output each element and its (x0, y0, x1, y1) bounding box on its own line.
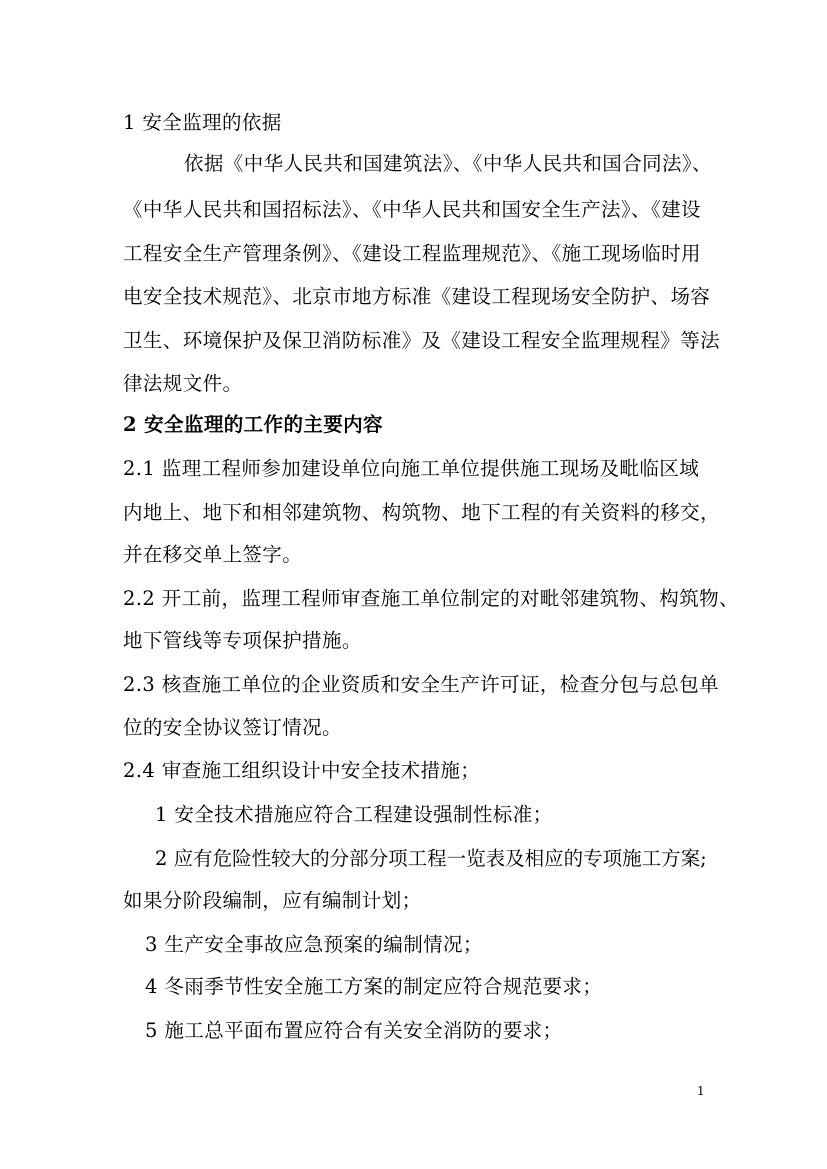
sub-item-2-continued: 如果分阶段编制，应有编制计划； (123, 889, 422, 912)
item-2-2-line: 2.2 开工前，监理工程师审查施工单位制定的对毗邻建筑物、构筑物、 (123, 587, 739, 610)
paragraph-line: 电安全技术规范》、北京市地方标准《建设工程现场安全防护、场容 (123, 285, 711, 308)
item-2-4: 2.4 审查施工组织设计中安全技术措施； (123, 759, 481, 782)
sub-item-3: 3 生产安全事故应急预案的编制情况； (145, 933, 483, 956)
paragraph-line: 依据《中华人民共和国建筑法》、《中华人民共和国合同法》、 (184, 152, 712, 175)
page-number: 1 (697, 1084, 705, 1098)
item-2-2-line: 地下管线等专项保护措施。 (123, 629, 362, 652)
sub-item-1: 1 安全技术措施应符合工程建设强制性标准； (155, 803, 553, 826)
item-2-3-line: 2.3 核查施工单位的企业资质和安全生产许可证，检查分包与总包单 (123, 673, 720, 696)
item-2-1-line: 2.1 监理工程师参加建设单位向施工单位提供施工现场及毗临区域 (123, 457, 700, 480)
paragraph-line: 卫生、环境保护及保卫消防标准》及《建设工程安全监理规程》等法 (123, 329, 721, 352)
item-2-3-line: 位的安全协议签订情况。 (123, 716, 342, 739)
sub-item-5: 5 施工总平面布置应符合有关安全消防的要求； (145, 1019, 563, 1042)
item-2-1-line: 并在移交单上签字。 (123, 543, 303, 566)
section-1-heading: 1 安全监理的依据 (123, 111, 282, 134)
paragraph-line: 《中华人民共和国招标法》、《中华人民共和国安全生产法》、《建设 (123, 198, 701, 221)
sub-item-4: 4 冬雨季节性安全施工方案的制定应符合规范要求； (145, 975, 603, 998)
section-2-heading: 2 安全监理的工作的主要内容 (123, 413, 383, 436)
item-2-1-line: 内地上、地下和相邻建筑物、构筑物、地下工程的有关资料的移交， (123, 501, 721, 524)
sub-item-2: 2 应有危险性较大的分部分项工程一览表及相应的专项施工方案; (155, 847, 707, 870)
paragraph-line: 工程安全生产管理条例》、《建设工程监理规范》、《施工现场临时用 (123, 242, 701, 265)
paragraph-line: 律法规文件。 (123, 372, 243, 395)
